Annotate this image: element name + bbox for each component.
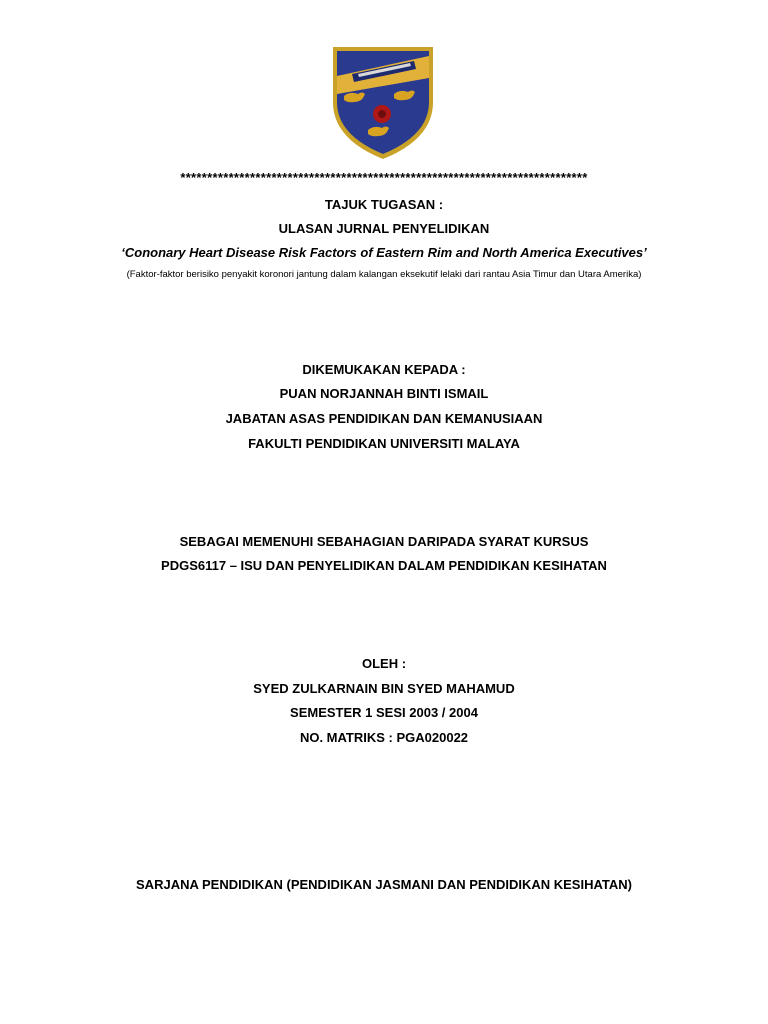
student-name: SYED ZULKARNAIN BIN SYED MAHAMUD (253, 681, 515, 696)
department-name: JABATAN ASAS PENDIDIKAN DAN KEMANUSIAAN (225, 411, 543, 426)
degree-programme: SARJANA PENDIDIKAN (PENDIDIKAN JASMANI DAN PENDIDIKAN KESIHATAN) (136, 877, 632, 892)
lecturer-name: PUAN NORJANNAH BINTI ISMAIL (279, 386, 489, 401)
presented-to-label: DIKEMUKAKAN KEPADA : (302, 362, 466, 377)
course-purpose: SEBAGAI MEMENUHI SEBAHAGIAN DARIPADA SYARAT KURSUS (179, 534, 589, 549)
university-crest-icon (330, 44, 436, 162)
semester-info: SEMESTER 1 SESI 2003 / 2004 (290, 705, 478, 720)
journal-title: ‘Cononary Heart Disease Risk Factors of Eastern Rim and North America Executives’ (121, 245, 647, 260)
assignment-subtitle: ULASAN JURNAL PENYELIDIKAN (278, 221, 490, 236)
assignment-title-label: TAJUK TUGASAN : (324, 197, 444, 212)
course-name: PDGS6117 – ISU DAN PENYELIDIKAN DALAM PENDIDIKAN KESIHATAN (161, 558, 607, 573)
separator-line: **************************************************************************** (180, 170, 588, 185)
author-label: OLEH : (361, 656, 407, 671)
journal-title-translation: (Faktor-faktor berisiko penyakit koronori jantung dalam kalangan eksekutif lelaki dari rantau Asia Timur dan Utara Amerika) (126, 269, 642, 280)
matric-number: NO. MATRIKS : PGA020022 (299, 730, 469, 745)
faculty-name: FAKULTI PENDIDIKAN UNIVERSITI MALAYA (248, 436, 520, 451)
